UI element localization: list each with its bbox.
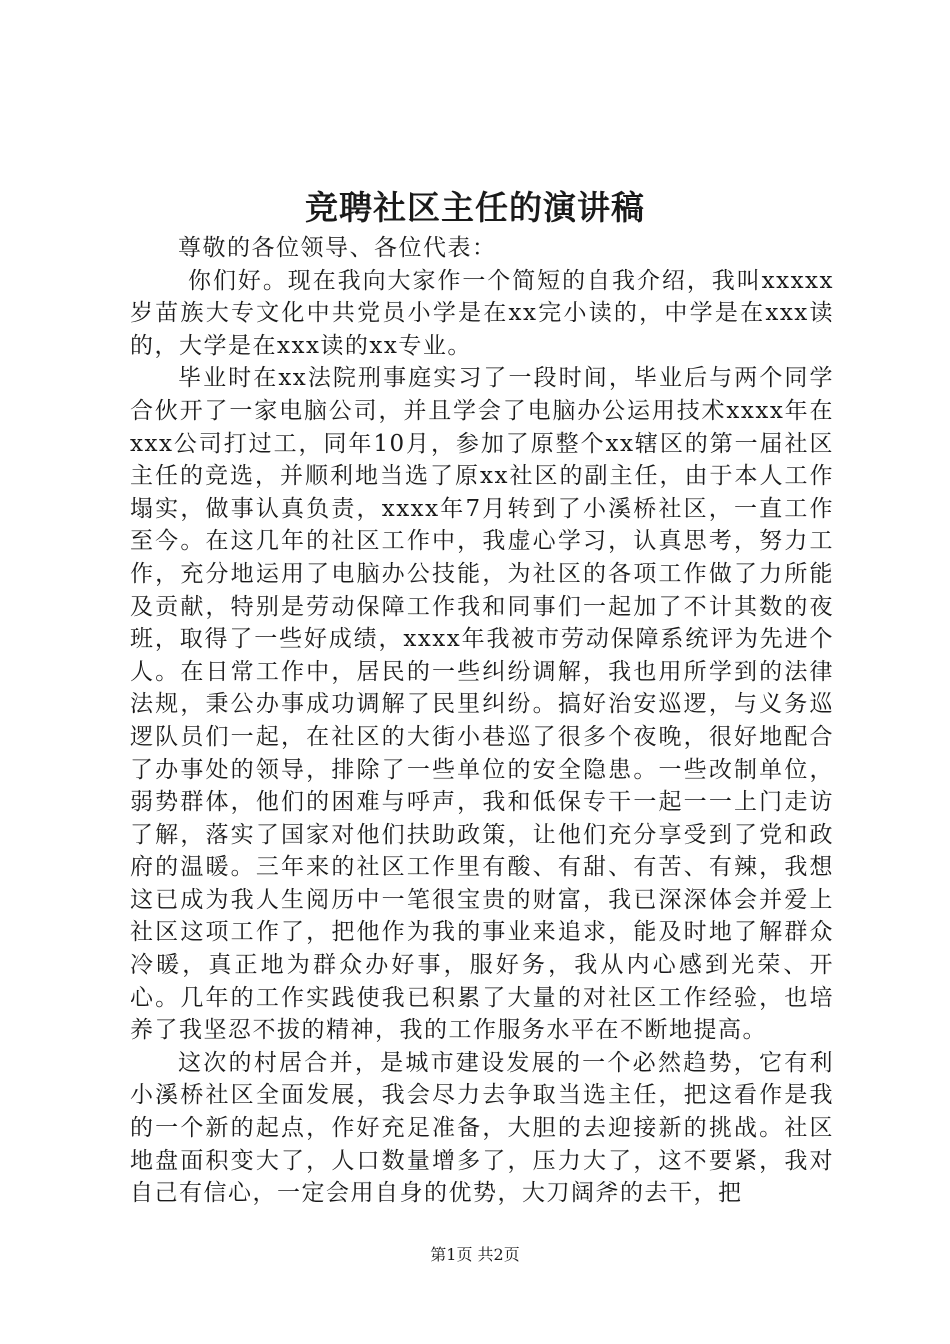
document-body (130, 232, 834, 1210)
greeting-line: 尊敬的各位领导、各位代表： (178, 235, 497, 261)
page-number-footer: 第1页 共2页 (430, 1245, 520, 1264)
paragraph-introduction: 你们好。现在我向大家作一个简短的自我介绍，我叫xxxxx岁苗族大专文化中共党员小学是在xx完小读的，中学是在xxx读的，大学是在xxx读的xx专业。 (130, 267, 834, 359)
document-title: 竞聘社区主任的演讲稿 (305, 188, 645, 227)
paragraph-experience: 毕业时在xx法院刑事庭实习了一段时间，毕业后与两个同学合伙开了一家电脑公司，并且学会了电脑办公运用技术xxxx年在xxx公司打过工，同年10月，参加了原整个xx辖区的第一届社区主任的竞选，并顺利地当选了原xx社区的副主任，由于本人工作塌实，做事认真负责，xxxx年7月转到了小溪桥社区，一直工作至今。在这几年的社区工作中，我虚心学习，认真思考，努力工作，充分地运用了电脑办公技能，为社区的各项工作做了力所能及贡献，特别是劳动保障工作我和同事们一起加了不计其数的夜班，取得了一些好成绩，xxxx年我被市劳动保障系统评为先进个人。在日常工作中，居民的一些纠纷调解，我也用所学到的法律法规，秉公办事成功调解了民里纠纷。搞好治安巡逻，与义务巡逻队员们一起，在社区的大街小巷巡了很多个夜晚，很好地配合了办事处的领导，排除了一些单位的安全隐患。一些改制单位，弱势群体，他们的困难与呼声，我和低保专干一起一一上门走访了解，落实了国家对他们扶助政策，让他们充分享受到了党和政府的温暖。三年来的社区工作里有酸、有甜、有苦、有辣，我想这已成为我人生阅历中一笔很宝贵的财富，我已深深体会并爱上社区这项工作了，把他作为我的事业来追求，能及时地了解群众冷暖，真正地为群众办好事，服好务，我从内心感到光荣、开心。几年的工作实践使我已积累了大量的对社区工作经验，也培养了我坚忍不拔的精神，我的工作服务水平在不断地提高。 (130, 365, 834, 1044)
paragraph-merger: 这次的村居合并，是城市建设发展的一个必然趋势，它有利小溪桥社区全面发展，我会尽力去争取当选主任，把这看作是我的一个新的起点，作好充足准备，大胆的去迎接新的挑战。社区地盘面积变大了，人口数量增多了，压力大了，这不要紧，我对自己有信心，一定会用自身的优势，大刀阔斧的去干，把 (130, 1049, 834, 1207)
